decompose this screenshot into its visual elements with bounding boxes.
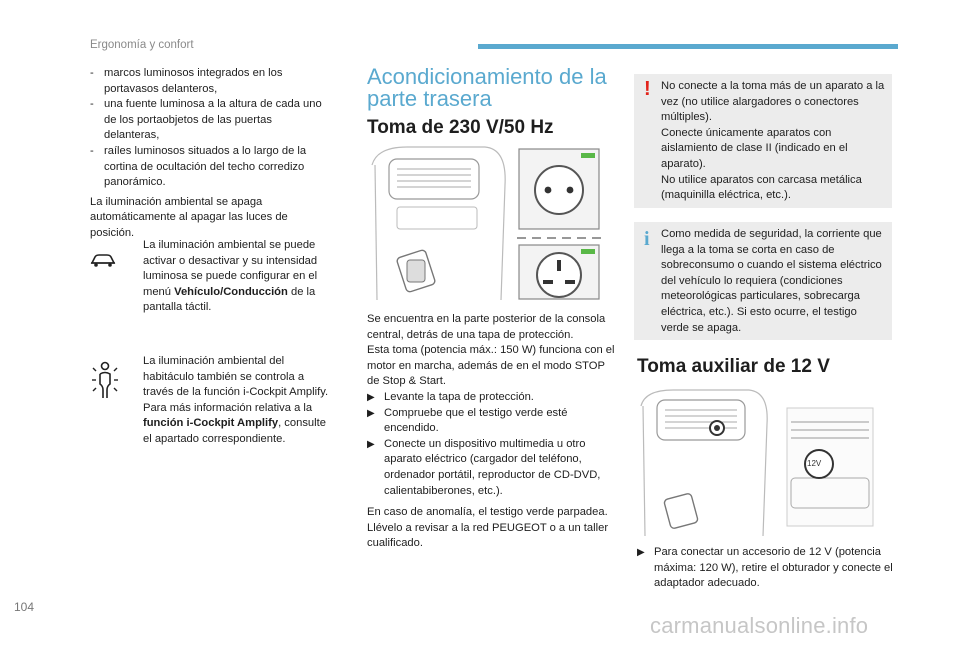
list-item: ▶ Levante la tapa de protección. [367,390,617,406]
i-cockpit-note: La iluminación ambiental del habitáculo también se controla a través de la función i-Cockpit Amplify. Para más información relativa a la función i-Cockpit Amplify, consulte el apartado correspondiente. [143,355,329,445]
list-item: - marcos luminosos integrados en los portavasos delanteros, [90,67,283,95]
menu-conduccion: Conducción [223,285,288,298]
info-box: i Como medida de seguridad, la corriente que llega a la toma se corta en caso de sobreconsumo o cuando el sistema eléctrico del vehículo lo requiera (condiciones meteorológicas particulares, sobrecarga eléctrica, etc.). Si esto ocurre, el testigo verde se apaga. [634,222,892,340]
service-note: Llévelo a revisar a la red PEUGEOT o a un taller cualificado. [367,521,609,550]
list-item: ▶ Conecte un dispositivo multimedia u otro aparato eléctrico (cargador del teléfono, ordenador portátil, reproductor de CD-DVD, calientabiberones, etc.). [367,437,601,497]
anomaly-note: En caso de anomalía, el testigo verde parpadea. [367,506,608,519]
arrow-bullet-icon: ▶ [367,438,375,450]
list-item: ▶ Compruebe que el testigo verde esté encendido. [367,406,568,435]
menu-vehiculo: Vehículo [174,285,221,298]
socket-steps [367,390,617,499]
section-header: Ergonomía y confort [90,39,194,51]
arrow-bullet-icon: ▶ [367,407,375,419]
230v-socket-illustration [367,145,612,300]
lighting-off-note: La iluminación ambiental se apaga automáticamente al apagar las luces de posición. [90,195,288,239]
i-cockpit-amplify-icon [90,360,120,406]
list-item: - raíles luminosos situados a lo largo de la cortina de ocultación del techo corredizo panorámico. [90,144,307,189]
socket-12v-title: Toma auxiliar de 12 V [637,356,830,377]
car-touchscreen-icon [90,252,116,274]
header-accent-bar [478,44,898,49]
ambient-lighting-column [90,66,330,242]
dash-bullet: - [90,98,94,111]
i-cockpit-feature: función i-Cockpit Amplify [143,417,279,430]
socket-230v-instructions: Se encuentra en la parte posterior de la consola central, detrás de una tapa de protección. Esta toma (potencia máx.: 150 W) funciona con el motor en marcha, además de en el modo STOP de Stop & Start. ▶ Levante la tapa de protección. ▶ Compruebe que el testigo verde esté encendido. ▶ Conecte un dispositivo multimedia u otro aparato eléctrico (cargador del teléfono, ordenador portátil, reproductor de CD-DVD, calientabiberones, etc.). En caso de anomalía, el testigo verde parpadea. Llévelo a revisar a la red PEUGEOT o a un taller cualificado. [367,312,617,552]
socket-230v-title: Toma de 230 V/50 Hz [367,117,554,138]
list-item: - una fuente luminosa a la altura de cada uno de los portaobjetos de las puertas delanteras, [90,98,322,142]
socket-12v-instructions [637,545,895,592]
watermark: carmanualsonline.info [650,613,869,638]
list-item: ▶ Para conectar un accesorio de 12 V (potencia máxima: 120 W), retire el obturador y conecte el adaptador adecuado. [637,546,893,590]
12v-socket-illustration [637,388,877,536]
arrow-bullet-icon: ▶ [367,391,375,403]
lighting-list [90,66,330,191]
info-icon: i [644,228,650,250]
arrow-bullet-icon: ▶ [637,547,645,558]
dash-bullet: - [90,144,94,157]
page-number: 104 [14,600,35,614]
touchscreen-note: La iluminación ambiental se puede activar o desactivar y su intensidad luminosa se puede configurar en el menú Vehículo/Conducción de la pantalla táctil. [143,239,318,314]
warning-icon: ! [644,78,651,100]
warning-box: ! No conecte a la toma más de un aparato a la vez (no utilice alargadores o conectores múltiples). Conecte únicamente aparatos con aislamiento de clase II (indicado en el aparato). No utilice aparatos con carcasa metálica (maquinilla eléctrica, etc.). [634,74,892,208]
section-title: Acondicionamiento de la parte trasera Toma de 230 V/50 Hz [367,66,617,139]
12v-label: 12V [807,459,822,468]
dash-bullet: - [90,67,94,79]
